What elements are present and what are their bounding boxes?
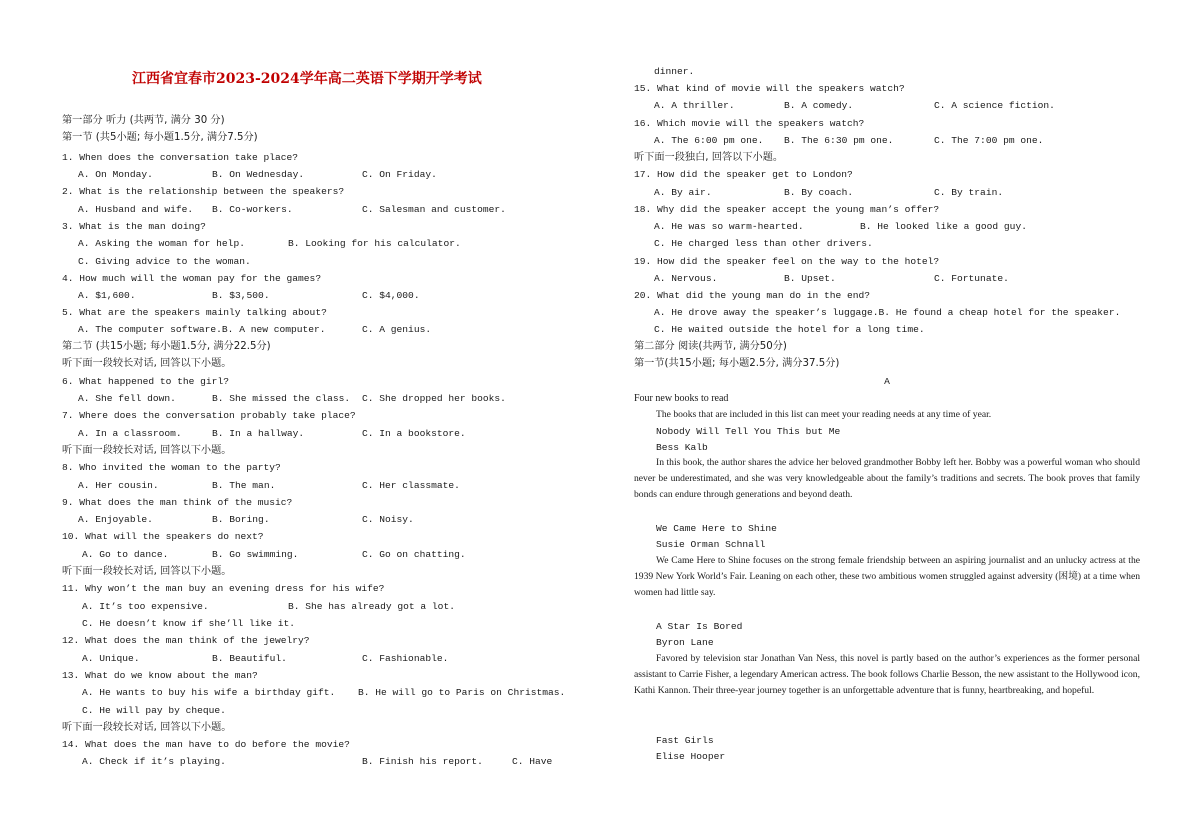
left-line: B. Beautiful. xyxy=(212,653,287,664)
left-line: 5. What are the speakers mainly talking about? xyxy=(62,307,327,318)
right-line: 20. What did the young man do in the end? xyxy=(634,290,871,301)
right-line: C. He waited outside the hotel for a long time. xyxy=(654,324,925,335)
book1-title: Nobody Will Tell You This but Me xyxy=(656,426,841,437)
right-line: A. The 6:00 pm one. xyxy=(654,135,764,146)
left-line: C. On Friday. xyxy=(362,169,437,180)
left-line: 第二节 (共15小题; 每小题1.5分, 满分22.5分) xyxy=(62,341,271,352)
left-line: A. $1,600. xyxy=(78,290,136,301)
left-line: 听下面一段较长对话, 回答以下小题。 xyxy=(62,358,232,369)
left-line: A. In a classroom. xyxy=(78,428,182,439)
right-line: 第一节(共15小题; 每小题2.5分, 满分37.5分) xyxy=(634,358,840,369)
right-line: 听下面一段独白, 回答以下小题。 xyxy=(634,152,784,163)
section-letter: A xyxy=(884,376,890,387)
right-line: B. By coach. xyxy=(784,187,854,198)
right-line: C. The 7:00 pm one. xyxy=(934,135,1044,146)
right-line: 18. Why did the speaker accept the young man’s offer? xyxy=(634,204,940,215)
right-line: 17. How did the speaker get to London? xyxy=(634,169,853,180)
left-line: 第一部分 听力 (共两节, 满分 30 分) xyxy=(62,115,225,126)
left-line: C. Giving advice to the woman. xyxy=(78,256,251,267)
left-line: A. Her cousin. xyxy=(78,480,159,491)
right-line: A. He was so warm-hearted. xyxy=(654,221,804,232)
right-line: C. By train. xyxy=(934,187,1004,198)
book2-author: Susie Orman Schnall xyxy=(656,539,766,550)
left-line: C. Noisy. xyxy=(362,514,414,525)
left-line: A. He wants to buy his wife a birthday gift. xyxy=(82,687,336,698)
left-line: A. It’s too expensive. xyxy=(82,601,209,612)
book4-title: Fast Girls xyxy=(656,735,714,746)
right-line: A. By air. xyxy=(654,187,712,198)
left-line: 7. Where does the conversation probably take place? xyxy=(62,410,356,421)
left-line: 第一节 (共5小题; 每小题1.5分, 满分7.5分) xyxy=(62,132,258,143)
left-line: 1. When does the conversation take place? xyxy=(62,152,299,163)
book4-author: Elise Hooper xyxy=(656,751,726,762)
reading-intro: The books that are included in this list can meet your reading needs at any time of year. xyxy=(656,409,992,420)
right-line: C. Fortunate. xyxy=(934,273,1009,284)
left-line: 听下面一段较长对话, 回答以下小题。 xyxy=(62,722,232,733)
left-line: C. A genius. xyxy=(362,324,432,335)
left-line: B. In a hallway. xyxy=(212,428,305,439)
left-line: 10. What will the speakers do next? xyxy=(62,531,264,542)
right-line: B. He looked like a good guy. xyxy=(860,221,1027,232)
left-line: A. She fell down. xyxy=(78,393,176,404)
left-line: 4. How much will the woman pay for the games? xyxy=(62,273,322,284)
left-line: B. Boring. xyxy=(212,514,270,525)
right-line: A. A thriller. xyxy=(654,100,735,111)
reading-header: Four new books to read xyxy=(634,393,729,404)
right-line: C. He charged less than other drivers. xyxy=(654,238,873,249)
left-line: 6. What happened to the girl? xyxy=(62,376,229,387)
left-line: C. Go on chatting. xyxy=(362,549,466,560)
left-line: C. $4,000. xyxy=(362,290,420,301)
book3-author: Byron Lane xyxy=(656,637,714,648)
left-line: A. Unique. xyxy=(82,653,140,664)
left-line: A. Enjoyable. xyxy=(78,514,153,525)
left-line: 听下面一段较长对话, 回答以下小题。 xyxy=(62,445,232,456)
right-line: 16. Which movie will the speakers watch? xyxy=(634,118,865,129)
left-line: A. Check if it’s playing. xyxy=(82,756,226,767)
left-line: C. Her classmate. xyxy=(362,480,460,491)
right-line: 19. How did the speaker feel on the way to the hotel? xyxy=(634,256,940,267)
left-line: C. Have xyxy=(512,756,553,767)
left-line: A. Asking the woman for help. xyxy=(78,238,245,249)
left-line: B. He will go to Paris on Christmas. xyxy=(358,687,566,698)
left-line: C. He will pay by cheque. xyxy=(82,705,226,716)
right-line: 15. What kind of movie will the speakers watch? xyxy=(634,83,905,94)
left-line: B. On Wednesday. xyxy=(212,169,305,180)
book2-text: We Came Here to Shine focuses on the strong female friendship between an aspiring journalist and an unlucky actress at the 1939 New York World’s Fair. Leaning on each other, these two ambitious women struggled against adversity (困境) at a time when women had little say. xyxy=(634,555,1140,599)
left-line: C. Fashionable. xyxy=(362,653,449,664)
right-line: A. Nervous. xyxy=(654,273,718,284)
left-line: 9. What does the man think of the music? xyxy=(62,497,293,508)
book3-text: Favored by television star Jonathan Van Ness, this novel is partly based on the author’s experiences as the former personal assistant to Carrie Fisher, a legendary American actress. The book follows Charlie Besson, the new assistant to the Hollywood icon, Kathi Kannon. Their three-year journey together is an unforgettable adventure that is funny, heartbreaking, and hopeful. xyxy=(634,653,1140,697)
left-line: 11. Why won’t the man buy an evening dress for his wife? xyxy=(62,583,385,594)
left-line: 3. What is the man doing? xyxy=(62,221,206,232)
book2-title: We Came Here to Shine xyxy=(656,523,777,534)
right-line: A. He drove away the speaker’s luggage.B. He found a cheap hotel for the speaker. xyxy=(654,307,1121,318)
left-line: 13. What do we know about the man? xyxy=(62,670,258,681)
left-line: B. She has already got a lot. xyxy=(288,601,455,612)
book3-title: A Star Is Bored xyxy=(656,621,743,632)
left-line: 14. What does the man have to do before the movie? xyxy=(62,739,350,750)
left-line: B. $3,500. xyxy=(212,290,270,301)
left-line: C. Salesman and customer. xyxy=(362,204,506,215)
left-line: 12. What does the man think of the jewelry? xyxy=(62,635,310,646)
left-line: A. On Monday. xyxy=(78,169,153,180)
right-line: C. A science fiction. xyxy=(934,100,1055,111)
right-line: B. Upset. xyxy=(784,273,836,284)
left-line: B. The man. xyxy=(212,480,276,491)
exam-title: 江西省宜春市2023-2024学年高二英语下学期开学考试 xyxy=(132,71,482,87)
left-line: B. She missed the class. xyxy=(212,393,351,404)
right-line: 第二部分 阅读(共两节, 满分50分) xyxy=(634,341,787,352)
left-line: B. Co-workers. xyxy=(212,204,293,215)
left-line: C. In a bookstore. xyxy=(362,428,466,439)
left-line: C. He doesn’t know if she’ll like it. xyxy=(82,618,296,629)
left-line: B. Finish his report. xyxy=(362,756,483,767)
left-line: 8. Who invited the woman to the party? xyxy=(62,462,281,473)
left-line: 2. What is the relationship between the speakers? xyxy=(62,186,345,197)
left-line: B. Looking for his calculator. xyxy=(288,238,461,249)
left-line: A. Go to dance. xyxy=(82,549,169,560)
right-line: dinner. xyxy=(654,66,695,77)
book1-author: Bess Kalb xyxy=(656,442,708,453)
left-line: A. The computer software.B. A new computer. xyxy=(78,324,326,335)
right-line: B. A comedy. xyxy=(784,100,854,111)
book1-text: In this book, the author shares the advice her beloved grandmother Bobby left her. Bobby was a powerful woman who should never be underestimated, and she was very knowledgeable about the family’s traditions and secrets. The book proves that family bonds can endure through generations and beyond death. xyxy=(634,457,1140,501)
left-line: B. Go swimming. xyxy=(212,549,299,560)
left-line: A. Husband and wife. xyxy=(78,204,194,215)
right-line: B. The 6:30 pm one. xyxy=(784,135,894,146)
left-line: C. She dropped her books. xyxy=(362,393,506,404)
left-line: 听下面一段较长对话, 回答以下小题。 xyxy=(62,566,232,577)
